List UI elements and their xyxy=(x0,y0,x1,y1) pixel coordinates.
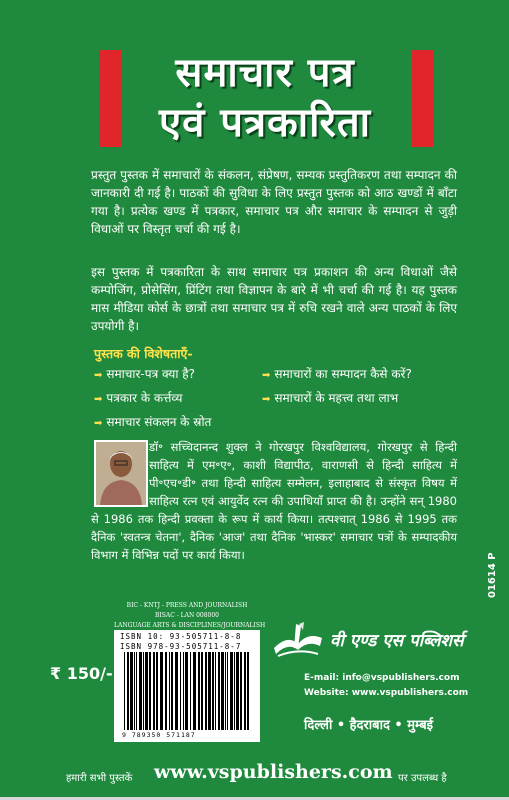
barcode-number: 9 789350 571187 xyxy=(122,731,196,739)
features-heading: पुस्तक की विशेषताएँ- xyxy=(94,346,193,361)
publisher-url: www.vspublishers.com xyxy=(154,761,393,783)
book-title-line-2: एवं पत्रकारिता xyxy=(158,99,372,146)
availability-text-left: हमारी सभी पुस्तकें xyxy=(66,773,133,784)
description-paragraph-1: प्रस्तुत पुस्तक में समाचारों के संकलन, संप्रेषण, सम्यक प्रस्तुतिकरण तथा सम्पादन की जानकारी दी गई है। पाठकों की सुविधा के लिए प्रस्तुत पुस्तक को आठ खण्डों में बाँटा गया है। प्रत्येक खण्ड में पत्रकार, समाचार पत्र और समाचार के सम्पादन से जुड़ी विधाओं पर विस्तृत चर्चा की गई है। xyxy=(91,168,457,236)
publisher-logo-text: वी एण्ड एस पब्लिशर्स xyxy=(330,631,464,651)
isbn-13: ISBN 978-93-505711-8-7 xyxy=(120,642,242,651)
feature-item: ➡ पत्रकार के कर्त्तव्य xyxy=(94,389,182,406)
feature-item: ➡ समाचार संकलन के स्रोत xyxy=(94,413,211,430)
feature-item: ➡ समाचारों के महत्त्व तथा लाभ xyxy=(262,389,398,406)
publisher-website: Website: www.vspublishers.com xyxy=(304,688,469,698)
publisher-logo-icon xyxy=(268,618,328,664)
book-title-line-1: समाचार पत्र xyxy=(175,49,355,96)
title-bar-right xyxy=(412,50,434,147)
book-code: 01614 P xyxy=(487,552,498,598)
feature-item: ➡ समाचार-पत्र क्या है? xyxy=(94,365,195,382)
subject-category: LANGUAGE ARTS & DISCIPLINES/JOURNALISH xyxy=(114,622,266,629)
author-photo xyxy=(94,440,148,507)
publisher-email: E-mail: info@vspublishers.com xyxy=(304,673,460,683)
availability-text-right: पर उपलब्ध है xyxy=(398,773,447,784)
publisher-cities: दिल्ली • हैदराबाद • मुम्बई xyxy=(304,718,434,733)
barcode xyxy=(114,630,260,742)
price: ₹ 150/- xyxy=(50,664,113,683)
bisac-code: BISAC - LAN 008000 xyxy=(154,612,220,619)
feature-item: ➡ समाचारों का सम्पादन कैसे करें? xyxy=(262,365,412,382)
author-bio: डॉ॰ सच्चिदानन्द शुक्ल ने गोरखपुर विश्वविद्यालय, गोरखपुर से हिन्दी साहित्य में एम॰ए॰, काशी विद्यापीठ, वाराणसी से हिन्दी साहित्य में पी॰एच॰डी॰ तथा हिन्दी साहित्य सम्मेलन, इलाहाबाद से संस्कृत विषय में साहित्य रत्न एवं आयुर्वेद रत्न की उपाधियाँ प्राप्त की है। उन्होंने सन् 1980 से 1986 तक हिन्दी प्रवक्ता के रूप में कार्य किया। तत्पश्चात् 1986 से 1995 तक दैनिक 'स्वतन्त्र चेतना', दैनिक 'आज' तथा दैनिक 'भास्कर' समाचार पत्रों के सम्पादकीय विभाग में विभिन्न पदों पर कार्य किया। xyxy=(91,440,457,562)
title-bar-left xyxy=(99,50,121,147)
isbn-10: ISBN 10: 93-505711-8-8 xyxy=(120,632,242,641)
bic-code: BIC - KNTJ - PRESS AND JOURNALISH xyxy=(126,602,248,609)
description-paragraph-2: इस पुस्तक में पत्रकारिता के साथ समाचार पत्र प्रकाशन की अन्य विधाओं जैसे कम्पोजिंग, प्रोसेसिंग, प्रिंटिंग तथा विज्ञापन के बारे में भी चर्चा की गई है। यह पुस्तक मास मीडिया कोर्स के छात्रों तथा समाचार पत्र में रुचि रखने वाले अन्य पाठकों के लिए उपयोगी है। xyxy=(91,265,457,333)
barcode-bars xyxy=(124,652,250,730)
